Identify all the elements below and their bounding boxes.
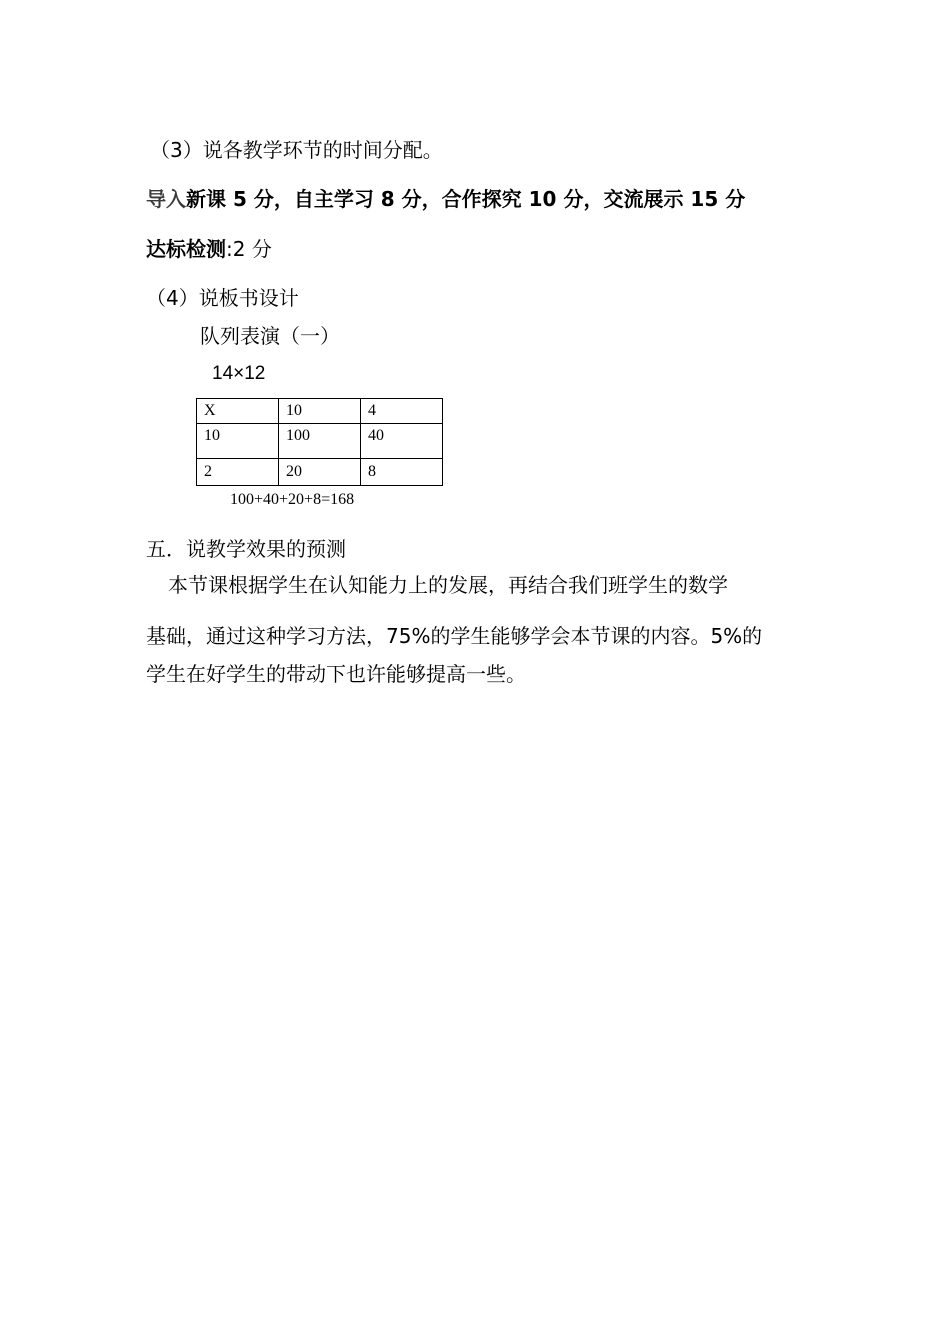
grid-cell: 10 — [197, 424, 279, 459]
grid-cell: 8 — [361, 459, 443, 486]
grid-row — [197, 399, 443, 424]
grid-cell: 4 — [361, 399, 443, 424]
time-allocation-line — [146, 187, 745, 211]
section3-heading: （3）说各教学环节的时间分配。 — [150, 138, 443, 162]
grid-cell: 10 — [279, 399, 361, 424]
grid-cell: 2 — [197, 459, 279, 486]
paragraph-line: 基础，通过这种学习方法，75%的学生能够学会本节课的内容。5%的 — [146, 624, 763, 648]
multiplication-expression: 14×12 — [212, 363, 266, 384]
time-allocation-lead: 导入 — [146, 187, 186, 211]
time-allocation-text: 新课 5 分，自主学习 8 分，合作探究 10 分，交流展示 15 分 — [186, 187, 746, 211]
grid-cell: X — [197, 399, 279, 424]
board-title: 队列表演（一） — [200, 324, 340, 348]
paragraph-line: 本节课根据学生在认知能力上的发展，再结合我们班学生的数学 — [168, 573, 728, 597]
test-time-value: :2 分 — [226, 237, 272, 261]
paragraph-line: 学生在好学生的带动下也许能够提高一些。 — [146, 662, 526, 686]
grid-cell: 100 — [279, 424, 361, 459]
test-time-line — [146, 237, 272, 261]
grid-row — [197, 424, 443, 459]
multiplication-grid — [196, 398, 443, 486]
grid-row — [197, 459, 443, 486]
grid-cell: 20 — [279, 459, 361, 486]
test-time-label: 达标检测 — [146, 237, 226, 261]
grid-cell: 40 — [361, 424, 443, 459]
section5-heading: 五．说教学效果的预测 — [146, 537, 346, 561]
section4-heading: （4）说板书设计 — [146, 286, 299, 310]
sum-equation: 100+40+20+8=168 — [230, 491, 355, 508]
